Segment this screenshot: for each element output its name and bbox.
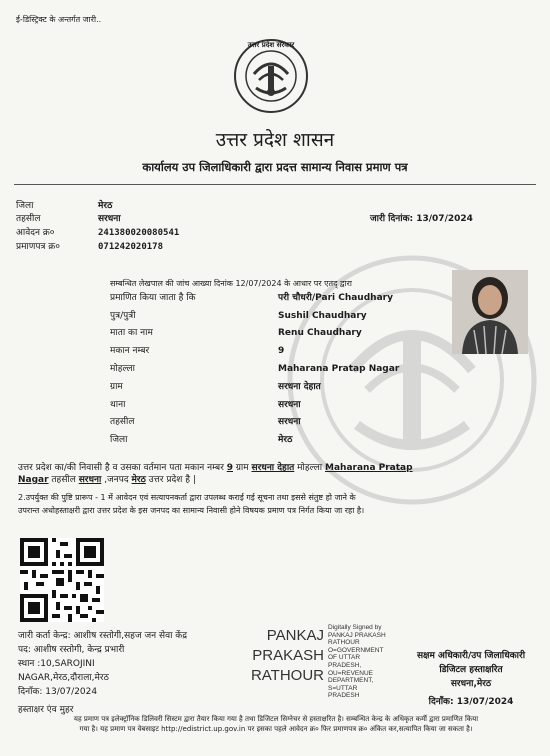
field-value-village: सरधना देहात <box>278 382 321 392</box>
intro-line: सम्बन्धित लेखपाल की जांच आख्या दिनांक 12/07/2024 के आधार पर एतद् द्वारा <box>110 279 352 288</box>
meta-value-certificate-no: 071242020178 <box>98 242 164 252</box>
field-label-child-of: पुत्र/पुत्री <box>110 311 136 321</box>
authority-digital: डिजिटल हस्ताक्षरित <box>439 665 503 675</box>
meta-value-district: मेरठ <box>98 201 113 211</box>
field-value-father: Sushil Chaudhary <box>278 311 367 321</box>
meta-value-tehsil: सरधना <box>98 214 121 224</box>
issue-date: जारी दिनांक: 13/07/2024 <box>370 214 473 224</box>
confirmation-line-1: 2.उपर्युक्त की पुष्टि प्रारूप - 1 में आवेदन एवं सत्यापनकर्ता द्वारा उपलब्ध कराई गई सूचना तथा इससे संतुष्ट हो जाने के <box>18 493 356 502</box>
field-value-mohalla: Maharana Pratap Nagar <box>278 364 400 374</box>
residence-house-no: 9 <box>226 463 233 473</box>
residence-text-1: उत्तर प्रदेश का/की निवासी है व उसका वर्तमान पता मकान नम्बर <box>18 463 227 473</box>
digital-sign-line: S=UTTAR <box>328 684 358 692</box>
digital-sign-line: PANKAJ PRAKASH <box>328 631 386 639</box>
meta-value-application-no: 241380020080541 <box>98 228 180 238</box>
residence-paragraph <box>18 462 536 486</box>
issuer-signature-label: हस्ताक्षर एंव मुहर <box>18 705 74 715</box>
signer-name-3: RATHOUR <box>250 667 324 684</box>
field-label-mother: माता का नाम <box>110 328 153 338</box>
field-label-tehsil: तहसील <box>110 417 135 427</box>
person-icon <box>452 270 528 354</box>
digital-sign-line: PRADESH, <box>328 661 362 669</box>
meta-label-tehsil: तहसील <box>16 214 41 224</box>
emblem-text: उत्तर प्रदेश सरकार <box>247 41 295 49</box>
residence-tehsil: सरधना <box>78 475 102 485</box>
residence-text-5: ,जनपद <box>101 475 132 485</box>
residence-text-2: ग्राम <box>233 463 252 473</box>
field-value-name: परी चौधरी/Pari Chaudhary <box>278 293 393 303</box>
field-value-police-station: सरधना <box>278 400 301 410</box>
digital-sign-line: Digitally Signed by <box>328 624 382 631</box>
field-label-house-no: मकान नम्बर <box>110 346 150 356</box>
residence-village: सरधना देहात <box>251 463 295 473</box>
certificate-title: कार्यालय उप जिलाधिकारी द्वारा प्रदत्त सामान्य निवास प्रमाण पत्र <box>142 160 408 174</box>
digital-sign-line: OU=REVENUE <box>328 669 373 677</box>
header-note: ई-डिस्ट्रिक्ट के अन्तर्गत जारी.. <box>16 15 102 24</box>
applicant-photo <box>452 270 528 354</box>
gov-title: उत्तर प्रदेश शासन <box>215 129 335 151</box>
digital-sign-line: OF UTTAR <box>328 654 361 662</box>
digital-sign-line: DEPARTMENT, <box>328 677 374 685</box>
issuer-centre: जारी कर्ता केन्द्र: आशीष रस्तोगी,सहज जन सेवा केंद्र <box>18 631 188 641</box>
digital-sign-line: RATHOUR <box>328 639 360 647</box>
footer-line-2: गया है। यह प्रमाण पत्र वेबसाइट http://edistrict.up.gov.in पर इसका पहले आवेदन क्र० फिर प्रमाणपत्र क्र० अंकित कर,सत्यापित किया जा सकता है। <box>79 725 473 733</box>
authority-title: सक्षम अधिकारी/उप जिलाधिकारी <box>416 651 526 661</box>
footer-line-1: यह प्रमाण पत्र इलेक्ट्रॉनिक डिलिवरी सिस्टम द्वारा तैयार किया गया है तथा डिजिटल सिग्नेचर से हस्ताक्षरित है। सम्बन्धित केन्द्र के अधिकृत कर्मी द्वारा प्रमाणित किया <box>73 715 479 723</box>
field-label-village: ग्राम <box>110 382 123 392</box>
residence-text-3: मोहल्ला <box>294 463 326 473</box>
title-divider <box>14 184 536 185</box>
confirmation-line-2: उपरान्त अधोहस्ताक्षरी द्वारा उत्तर प्रदेश के इस जनपद का सामान्य निवासी होने विषयक प्रमाण पत्र निर्गत किया जा रहा है। <box>18 506 365 515</box>
qr-code-icon <box>20 538 104 622</box>
field-label-certified: प्रमाणित किया जाता है कि <box>110 293 196 303</box>
signer-name-block <box>240 626 324 686</box>
meta-label-certificate-no: प्रमाणपत्र क्र० <box>16 242 60 252</box>
field-value-tehsil: सरधना <box>278 417 301 427</box>
residence-text-6: उत्तर प्रदेश है | <box>145 475 196 485</box>
issuer-place-2: NAGAR,मेरठ,दौराला,मेरठ <box>18 673 109 683</box>
authority-date: दिनाँक: 13/07/2024 <box>428 697 514 707</box>
residence-mohalla-1: Maharana Pratap <box>325 463 413 473</box>
digital-sign-line: O=GOVERNMENT <box>328 646 384 654</box>
authority-place: सरधना,मेरठ <box>450 679 492 689</box>
issuer-date: दिनाँक: 13/07/2024 <box>18 687 98 697</box>
residence-district: मेरठ <box>131 475 146 485</box>
residence-mohalla-2: Nagar <box>18 475 49 485</box>
field-value-district: मेरठ <box>278 435 293 445</box>
issuer-place-1: स्थान :10,SAROJINI <box>18 659 95 669</box>
footer-note <box>14 714 538 734</box>
meta-label-district: जिला <box>16 201 34 211</box>
signer-name-1: PANKAJ <box>266 627 324 644</box>
field-value-mother: Renu Chaudhary <box>278 328 362 338</box>
field-label-mohalla: मोहल्ला <box>110 364 135 374</box>
field-value-house-no: 9 <box>278 346 285 356</box>
issuer-post: पद: आशीष रस्तोगी, केन्द्र प्रभारी <box>18 645 125 655</box>
meta-label-application-no: आवेदन क्र० <box>16 228 55 238</box>
field-label-district: जिला <box>110 435 128 445</box>
signer-name-2: PRAKASH <box>252 647 324 664</box>
field-label-police-station: थाना <box>110 400 126 410</box>
digital-signature-details <box>328 624 386 700</box>
digital-sign-line: PRADESH <box>328 692 360 700</box>
residence-text-4: तहसील <box>48 475 79 485</box>
